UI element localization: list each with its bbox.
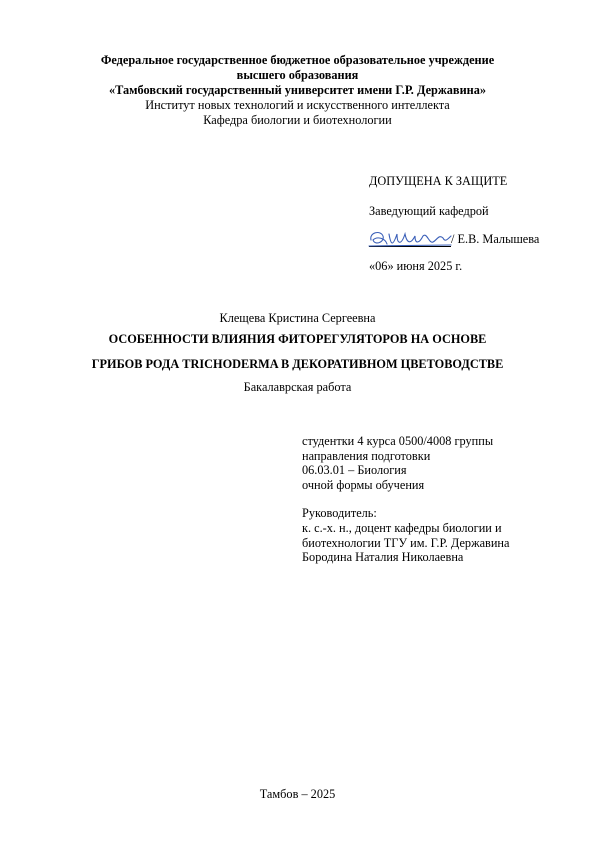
thesis-title-line-1: ОСОБЕННОСТИ ВЛИЯНИЯ ФИТОРЕГУЛЯТОРОВ НА ОСНОВЕ xyxy=(108,332,487,346)
supervisor-name: Бородина Наталия Николаевна xyxy=(302,550,464,565)
signature-image xyxy=(367,226,453,250)
author-name: Клещева Кристина Сергеевна xyxy=(219,311,376,325)
student-direction-code: 06.03.01 – Биология xyxy=(302,463,407,478)
ministry-line-2: высшего образования xyxy=(236,68,359,82)
approval-role: Заведующий кафедрой xyxy=(369,204,489,218)
student-direction-label: направления подготовки xyxy=(302,448,431,463)
student-study-form: очной формы обучения xyxy=(302,477,425,492)
approval-block xyxy=(369,174,539,274)
thesis-title-line-2: ГРИБОВ РОДА TRICHODERMA В ДЕКОРАТИВНОМ ЦВЕТОВОДСТВЕ xyxy=(91,357,504,371)
ministry-line-1: Федеральное государственное бюджетное образовательное учреждение xyxy=(100,53,495,67)
city-year: Тамбов – 2025 xyxy=(259,787,336,801)
institute-name: Институт новых технологий и искусственного интеллекта xyxy=(145,98,450,112)
signature-line xyxy=(369,232,451,247)
signature-row xyxy=(369,232,539,247)
university-name: «Тамбовский государственный университет имени Г.Р. Державина» xyxy=(108,83,487,97)
student-info-block xyxy=(302,434,509,565)
student-course: студентки 4 курса 0500/4008 группы xyxy=(302,434,494,448)
approval-date: «06» июня 2025 г. xyxy=(369,259,463,273)
work-type: Бакалаврская работа xyxy=(243,380,352,394)
supervisor-position-2: биотехнологии ТГУ им. Г.Р. Державина xyxy=(302,535,510,550)
department-name: Кафедра биологии и биотехнологии xyxy=(203,113,392,127)
head-of-department-name: / Е.В. Малышева xyxy=(451,232,540,246)
supervisor-position-1: к. с.-х. н., доцент кафедры биологии и xyxy=(302,520,502,535)
supervisor-label: Руководитель: xyxy=(302,506,377,521)
approval-status: ДОПУЩЕНА К ЗАЩИТЕ xyxy=(369,174,508,188)
